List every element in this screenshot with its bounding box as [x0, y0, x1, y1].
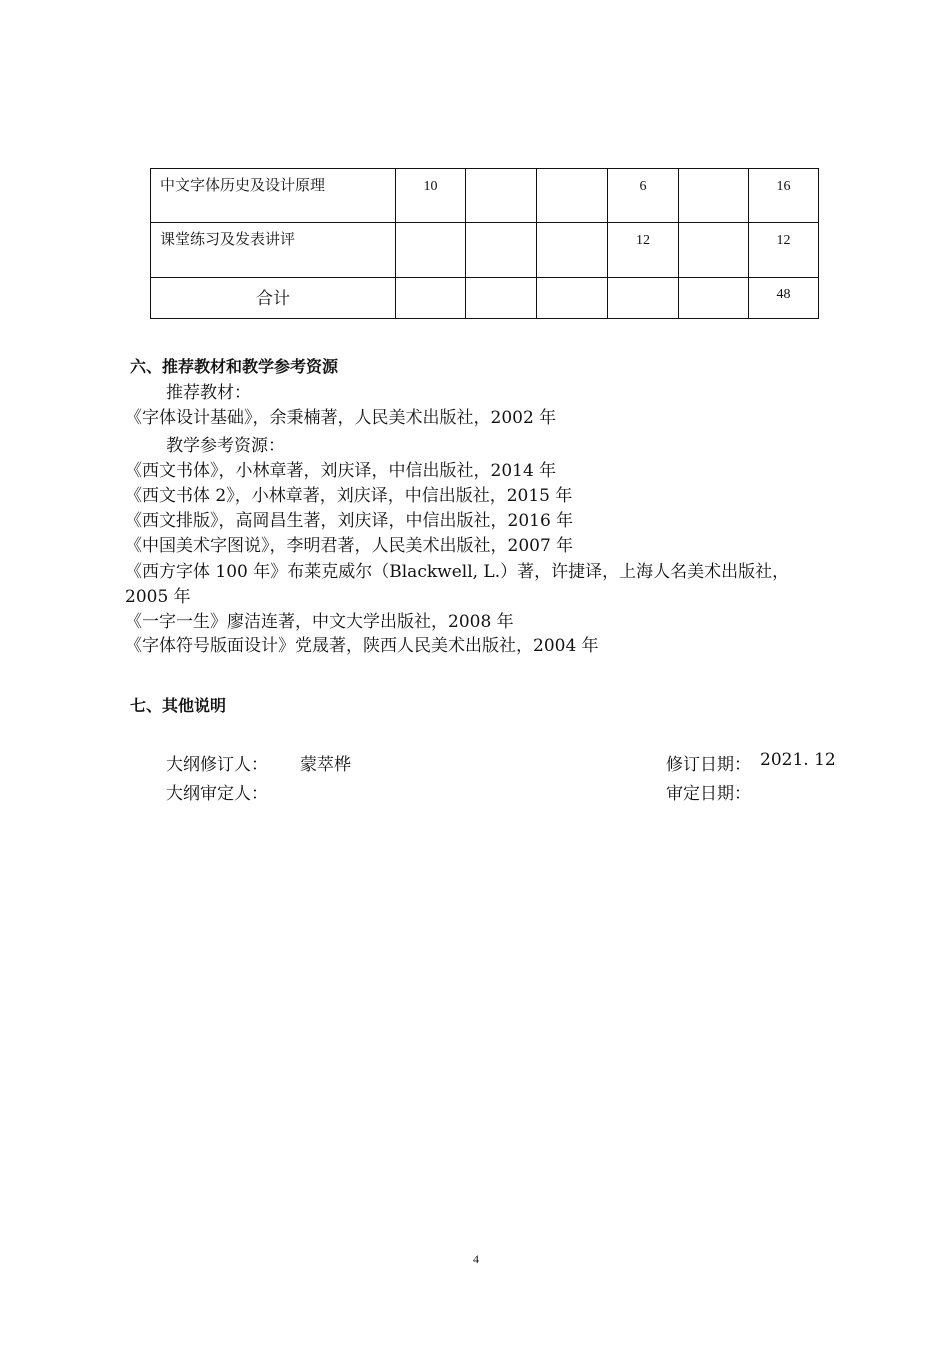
topic-cell: 课堂练习及发表讲评 [151, 223, 396, 278]
table-row-total [151, 278, 819, 319]
hours-cell: 6 [608, 169, 679, 223]
reference-item: 《字体符号版面设计》党晟著，陕西人民美术出版社，2004 年 [125, 636, 599, 656]
reference-item: 《西文书体》，小林章著，刘庆译，中信出版社，2014 年 [125, 461, 557, 481]
topic-cell: 中文字体历史及设计原理 [151, 169, 396, 223]
revise-date-value: 2021. 12 [760, 750, 836, 770]
hours-cell: 12 [749, 223, 819, 278]
approver-label: 大纲审定人： [166, 784, 268, 804]
reference-item: 《西文书体 2》，小林章著，刘庆译，中信出版社，2015 年 [125, 486, 573, 506]
hours-cell: 16 [749, 169, 819, 223]
reference-item: 《中国美术字图说》，李明君著，人民美术出版社，2007 年 [125, 536, 574, 556]
revise-date-label: 修订日期： [666, 755, 751, 775]
total-hours-cell: 48 [749, 278, 819, 319]
hours-cell [396, 223, 466, 278]
hours-cell [537, 278, 608, 319]
hours-cell [537, 169, 608, 223]
textbook-entry: 《字体设计基础》，余秉楠著，人民美术出版社，2002 年 [125, 408, 557, 428]
hours-cell [466, 278, 537, 319]
reference-item: 《西文排版》，高岡昌生著，刘庆译，中信出版社，2016 年 [125, 511, 574, 531]
approve-date-label: 审定日期： [666, 784, 751, 804]
reference-item: 《一字一生》廖洁连著，中文大学出版社，2008 年 [125, 612, 514, 632]
hours-cell [537, 223, 608, 278]
hours-cell [608, 278, 679, 319]
total-label-cell: 合计 [151, 278, 396, 319]
table-row [151, 169, 819, 223]
textbook-label: 推荐教材： [166, 383, 251, 403]
hours-cell [679, 169, 749, 223]
page-number: 4 [473, 1252, 479, 1266]
course-hours-table [150, 168, 819, 319]
hours-cell [466, 223, 537, 278]
reviser-name: 蒙萃桦 [300, 755, 351, 775]
hours-cell: 10 [396, 169, 466, 223]
hours-cell [466, 169, 537, 223]
hours-cell [679, 278, 749, 319]
section-heading-textbooks: 六、推荐教材和教学参考资源 [130, 357, 339, 376]
section-heading-other-notes: 七、其他说明 [130, 696, 227, 715]
reviser-label: 大纲修订人： [166, 755, 268, 775]
hours-cell [679, 223, 749, 278]
table-row [151, 223, 819, 278]
reference-item-continued: 2005 年 [125, 587, 191, 607]
hours-cell [396, 278, 466, 319]
reference-item: 《西方字体 100 年》布莱克威尔（Blackwell, L.）著，许捷译，上海人名美术出版社， [125, 562, 790, 582]
references-label: 教学参考资源： [166, 436, 285, 456]
hours-cell: 12 [608, 223, 679, 278]
